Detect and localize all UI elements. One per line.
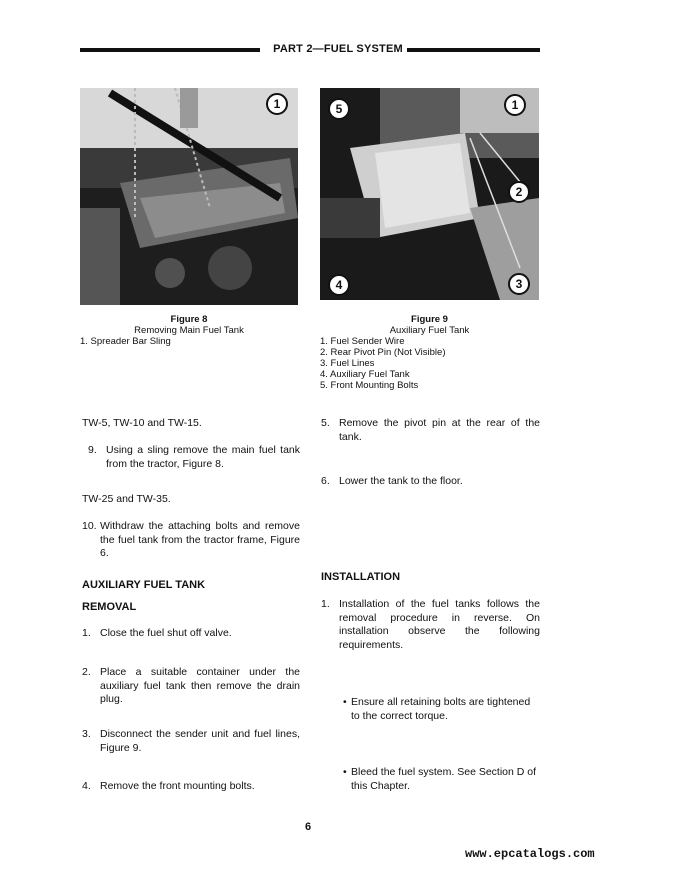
step-text: Using a sling remove the main fuel tank from the tractor, Figure 8.	[106, 444, 300, 470]
header-title: PART 2—FUEL SYSTEM	[269, 43, 407, 55]
removal-step-3	[82, 728, 300, 755]
step-text: Place a suitable container under the auxiliary fuel tank then remove the drain plug.	[100, 666, 300, 705]
step-10	[82, 520, 300, 561]
bullet-icon: •	[343, 696, 347, 708]
step-text: Withdraw the attaching bolts and remove the fuel tank from the tractor frame, Figure 6.	[100, 520, 300, 559]
figure-9-caption	[320, 314, 539, 391]
figure-8-callout-1: 1	[266, 93, 288, 115]
bullet-text: Ensure all retaining bolts are tightened to the correct torque.	[351, 696, 531, 722]
step-number: 3.	[82, 728, 91, 740]
figure-9-item: 2. Rear Pivot Pin (Not Visible)	[320, 347, 446, 358]
installation-heading: INSTALLATION	[321, 571, 401, 583]
installation-bullet-1	[343, 696, 541, 723]
figure-9-callout-4: 4	[328, 274, 350, 296]
figure-9-callout-1: 1	[504, 94, 526, 116]
step-text: Remove the pivot pin at the rear of the tank.	[339, 417, 540, 443]
removal-step-6	[321, 475, 540, 489]
removal-step-5	[321, 417, 540, 444]
bullet-icon: •	[343, 766, 347, 778]
auxiliary-tank-illustration	[320, 88, 539, 300]
figure-9-photo	[320, 88, 539, 300]
removal-step-2	[82, 666, 300, 707]
figure-9-item: 3. Fuel Lines	[320, 358, 375, 369]
removal-step-4	[82, 780, 300, 794]
auxiliary-fuel-tank-heading: AUXILIARY FUEL TANK	[82, 579, 206, 591]
figure-9-item: 4. Auxiliary Fuel Tank	[320, 369, 410, 380]
step-number: 9.	[88, 444, 97, 456]
figure-9-title: Figure 9	[411, 314, 448, 325]
tractor-tank-illustration	[80, 88, 298, 305]
models-heading-2: TW-25 and TW-35.	[82, 493, 171, 505]
figure-8-photo	[80, 88, 298, 305]
page-number: 6	[305, 821, 312, 833]
bullet-text: Bleed the fuel system. See Section D of this Chapter.	[351, 766, 537, 792]
figure-9-callout-2: 2	[508, 181, 530, 203]
page-header	[0, 43, 676, 55]
step-number: 5.	[321, 417, 330, 429]
step-text: Lower the tank to the floor.	[339, 475, 463, 487]
figure-8-title: Figure 8	[170, 314, 208, 325]
step-number: 10.	[82, 520, 97, 532]
step-text: Installation of the fuel tanks follows the removal procedure in reverse. On installation observe the following requirements.	[339, 598, 540, 651]
figure-8-subtitle: Removing Main Fuel Tank	[134, 325, 244, 336]
step-text: Close the fuel shut off valve.	[100, 627, 232, 639]
installation-bullet-2	[343, 766, 541, 793]
figure-9-item: 5. Front Mounting Bolts	[320, 380, 419, 391]
figure-9-item: 1. Fuel Sender Wire	[320, 336, 405, 347]
figure-8-item: 1. Spreader Bar Sling	[80, 336, 171, 347]
figure-9-subtitle: Auxiliary Fuel Tank	[389, 325, 470, 336]
step-number: 1.	[82, 627, 91, 639]
step-text: Disconnect the sender unit and fuel lines, Figure 9.	[100, 728, 300, 754]
footer-url-link[interactable]: www.epcatalogs.com	[465, 847, 595, 861]
models-heading-1: TW-5, TW-10 and TW-15.	[82, 417, 202, 429]
step-9	[88, 444, 300, 471]
step-number: 6.	[321, 475, 330, 487]
step-number: 1.	[321, 598, 330, 610]
step-number: 4.	[82, 780, 91, 792]
figure-8-caption	[80, 314, 298, 347]
installation-step-1	[321, 598, 540, 652]
figure-9-callout-5: 5	[328, 98, 350, 120]
step-text: Remove the front mounting bolts.	[100, 780, 255, 792]
step-number: 2.	[82, 666, 91, 678]
removal-step-1	[82, 627, 300, 641]
removal-heading: REMOVAL	[82, 601, 137, 613]
figure-9-callout-3: 3	[508, 273, 530, 295]
